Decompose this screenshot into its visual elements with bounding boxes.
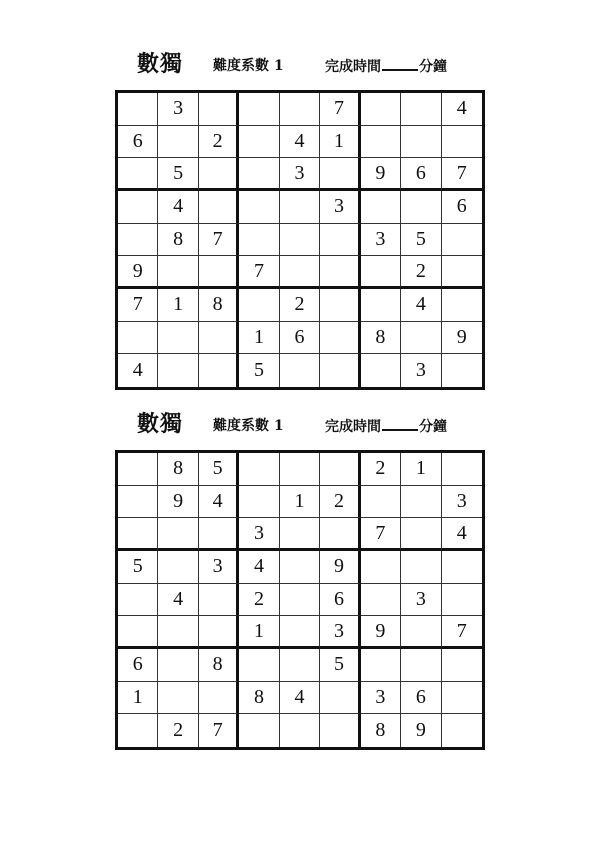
- sudoku-cell[interactable]: 3: [401, 584, 441, 617]
- sudoku-cell[interactable]: 4: [199, 486, 239, 519]
- sudoku-cell[interactable]: 8: [158, 453, 198, 486]
- sudoku-cell[interactable]: [320, 714, 360, 747]
- sudoku-cell[interactable]: [118, 158, 158, 191]
- sudoku-cell[interactable]: [320, 453, 360, 486]
- time-suffix: 分鐘: [419, 419, 447, 435]
- difficulty-label: 難度系數 1: [213, 58, 284, 74]
- sudoku-cell[interactable]: [239, 158, 279, 191]
- sudoku-cell[interactable]: 2: [199, 126, 239, 159]
- sudoku-cell[interactable]: [401, 126, 441, 159]
- sudoku-cell[interactable]: [199, 616, 239, 649]
- sudoku-cell[interactable]: 4: [280, 682, 320, 715]
- sudoku-cell[interactable]: [118, 191, 158, 224]
- sudoku-cell[interactable]: [118, 714, 158, 747]
- sudoku-cell[interactable]: [442, 126, 482, 159]
- sudoku-cell[interactable]: [118, 93, 158, 126]
- sudoku-cell[interactable]: 9: [158, 486, 198, 519]
- completion-time-label: [325, 55, 447, 76]
- sudoku-cell[interactable]: [239, 224, 279, 257]
- time-blank-line[interactable]: [382, 55, 418, 71]
- sudoku-cell[interactable]: 9: [361, 616, 401, 649]
- sudoku-grid: [115, 90, 485, 390]
- sudoku-cell[interactable]: 5: [199, 453, 239, 486]
- sudoku-cell[interactable]: 4: [442, 93, 482, 126]
- sudoku-cell[interactable]: 3: [401, 354, 441, 387]
- sudoku-cell[interactable]: [199, 584, 239, 617]
- puzzle-header: [0, 45, 600, 85]
- sudoku-cell[interactable]: 8: [361, 714, 401, 747]
- sudoku-cell[interactable]: 2: [158, 714, 198, 747]
- sudoku-cell[interactable]: 4: [442, 518, 482, 551]
- sudoku-cell[interactable]: [442, 224, 482, 257]
- sudoku-cell[interactable]: 6: [401, 158, 441, 191]
- sudoku-cell[interactable]: [401, 518, 441, 551]
- sudoku-cell[interactable]: [118, 486, 158, 519]
- sudoku-cell[interactable]: [158, 256, 198, 289]
- sudoku-cell[interactable]: 1: [158, 289, 198, 322]
- sudoku-cell[interactable]: 3: [361, 224, 401, 257]
- sudoku-cell[interactable]: 1: [118, 682, 158, 715]
- sudoku-cell[interactable]: [118, 616, 158, 649]
- sudoku-cell[interactable]: [442, 584, 482, 617]
- sudoku-cell[interactable]: [158, 616, 198, 649]
- sudoku-cell[interactable]: [158, 682, 198, 715]
- completion-time-label: [325, 415, 447, 436]
- sudoku-cell[interactable]: [239, 191, 279, 224]
- sudoku-cell[interactable]: [320, 289, 360, 322]
- sudoku-cell[interactable]: 7: [118, 289, 158, 322]
- sudoku-cell[interactable]: [280, 453, 320, 486]
- sudoku-cell[interactable]: 9: [442, 322, 482, 355]
- sudoku-cell[interactable]: [280, 714, 320, 747]
- sudoku-cell[interactable]: [320, 518, 360, 551]
- sudoku-cell[interactable]: 4: [280, 126, 320, 159]
- sudoku-cell[interactable]: 7: [320, 93, 360, 126]
- sudoku-cell[interactable]: [158, 551, 198, 584]
- sudoku-cell[interactable]: 3: [158, 93, 198, 126]
- sudoku-cell[interactable]: [199, 158, 239, 191]
- sudoku-cell[interactable]: [442, 256, 482, 289]
- sudoku-cell[interactable]: 6: [320, 584, 360, 617]
- sudoku-cell[interactable]: [199, 93, 239, 126]
- sudoku-cell[interactable]: [239, 486, 279, 519]
- sudoku-cell[interactable]: 8: [239, 682, 279, 715]
- sudoku-cell[interactable]: [199, 354, 239, 387]
- sudoku-cell[interactable]: [361, 649, 401, 682]
- sudoku-cell[interactable]: [199, 322, 239, 355]
- sudoku-cell[interactable]: 1: [320, 126, 360, 159]
- sudoku-cell[interactable]: 7: [442, 616, 482, 649]
- sudoku-cell[interactable]: 2: [361, 453, 401, 486]
- sudoku-cell[interactable]: 4: [118, 354, 158, 387]
- sudoku-cell[interactable]: 6: [280, 322, 320, 355]
- sudoku-cell[interactable]: [118, 584, 158, 617]
- sudoku-cell[interactable]: 7: [199, 224, 239, 257]
- sudoku-cell[interactable]: 9: [320, 551, 360, 584]
- sudoku-cell[interactable]: [118, 322, 158, 355]
- sudoku-cell[interactable]: 8: [199, 289, 239, 322]
- puzzle-title: 數獨: [137, 51, 184, 77]
- sudoku-cell[interactable]: 3: [442, 486, 482, 519]
- sudoku-cell[interactable]: 9: [118, 256, 158, 289]
- time-suffix: 分鐘: [419, 59, 447, 75]
- sudoku-cell[interactable]: [401, 93, 441, 126]
- sudoku-cell[interactable]: 7: [442, 158, 482, 191]
- sudoku-cell[interactable]: [239, 453, 279, 486]
- sudoku-cell[interactable]: [280, 224, 320, 257]
- sudoku-cell[interactable]: 4: [158, 191, 198, 224]
- sudoku-cell[interactable]: [158, 322, 198, 355]
- time-prefix: 完成時間: [325, 59, 381, 75]
- sudoku-cell[interactable]: 6: [401, 682, 441, 715]
- sudoku-cell[interactable]: 2: [280, 289, 320, 322]
- sudoku-cell[interactable]: 5: [401, 224, 441, 257]
- sudoku-cell[interactable]: [158, 126, 198, 159]
- sudoku-cell[interactable]: [442, 714, 482, 747]
- sudoku-cell[interactable]: 1: [239, 616, 279, 649]
- sudoku-cell[interactable]: [320, 354, 360, 387]
- sudoku-cell[interactable]: 3: [239, 518, 279, 551]
- sudoku-cell[interactable]: 1: [280, 486, 320, 519]
- sudoku-cell[interactable]: 7: [239, 256, 279, 289]
- sudoku-cell[interactable]: [158, 518, 198, 551]
- sudoku-cell[interactable]: [239, 649, 279, 682]
- sudoku-cell[interactable]: [118, 224, 158, 257]
- sudoku-grid: [115, 450, 485, 750]
- sudoku-cell[interactable]: 5: [158, 158, 198, 191]
- sudoku-cell[interactable]: 5: [320, 649, 360, 682]
- sudoku-cell[interactable]: [442, 682, 482, 715]
- difficulty-label: 難度系數 1: [213, 418, 284, 434]
- sudoku-cell[interactable]: 3: [280, 158, 320, 191]
- sudoku-cell[interactable]: 2: [401, 256, 441, 289]
- sudoku-cell[interactable]: [199, 191, 239, 224]
- sudoku-cell[interactable]: 8: [361, 322, 401, 355]
- sudoku-cell[interactable]: [442, 354, 482, 387]
- sudoku-cell[interactable]: [361, 126, 401, 159]
- sudoku-cell[interactable]: 2: [320, 486, 360, 519]
- sudoku-cell[interactable]: 3: [320, 616, 360, 649]
- sudoku-cell[interactable]: [361, 551, 401, 584]
- sudoku-cell[interactable]: 6: [118, 649, 158, 682]
- sudoku-cell[interactable]: [199, 518, 239, 551]
- sudoku-cell[interactable]: [320, 322, 360, 355]
- sudoku-cell[interactable]: 6: [118, 126, 158, 159]
- sudoku-cell[interactable]: [401, 649, 441, 682]
- sudoku-cell[interactable]: 5: [239, 354, 279, 387]
- sudoku-cell[interactable]: 2: [239, 584, 279, 617]
- sudoku-cell[interactable]: [401, 486, 441, 519]
- sudoku-cell[interactable]: 7: [199, 714, 239, 747]
- sudoku-cell[interactable]: [199, 256, 239, 289]
- sudoku-cell[interactable]: 8: [158, 224, 198, 257]
- sudoku-cell[interactable]: [320, 682, 360, 715]
- sudoku-cell[interactable]: [280, 93, 320, 126]
- sudoku-cell[interactable]: [280, 518, 320, 551]
- time-blank-line[interactable]: [382, 415, 418, 431]
- sudoku-cell[interactable]: 8: [199, 649, 239, 682]
- sudoku-cell[interactable]: [361, 289, 401, 322]
- sudoku-cell[interactable]: [320, 256, 360, 289]
- sudoku-cell[interactable]: [158, 354, 198, 387]
- sudoku-cell[interactable]: [401, 551, 441, 584]
- sudoku-cell[interactable]: [401, 616, 441, 649]
- sudoku-cell[interactable]: 3: [320, 191, 360, 224]
- sudoku-cell[interactable]: [361, 256, 401, 289]
- sudoku-cell[interactable]: [320, 224, 360, 257]
- sudoku-cell[interactable]: [361, 191, 401, 224]
- sudoku-cell[interactable]: [239, 93, 279, 126]
- sudoku-cell[interactable]: [118, 453, 158, 486]
- sudoku-cell[interactable]: [280, 616, 320, 649]
- sudoku-cell[interactable]: 6: [442, 191, 482, 224]
- sudoku-cell[interactable]: [280, 649, 320, 682]
- sudoku-cell[interactable]: [442, 289, 482, 322]
- puzzle-header: [0, 405, 600, 445]
- sudoku-cell[interactable]: 7: [361, 518, 401, 551]
- sudoku-cell[interactable]: 5: [118, 551, 158, 584]
- sudoku-cell[interactable]: [442, 453, 482, 486]
- sudoku-cell[interactable]: [280, 584, 320, 617]
- sudoku-cell[interactable]: 3: [199, 551, 239, 584]
- sudoku-cell[interactable]: 4: [158, 584, 198, 617]
- sudoku-cell[interactable]: [239, 714, 279, 747]
- sudoku-cell[interactable]: [361, 486, 401, 519]
- sudoku-cell[interactable]: 4: [239, 551, 279, 584]
- sudoku-cell[interactable]: [361, 584, 401, 617]
- sudoku-cell[interactable]: [361, 93, 401, 126]
- sudoku-cell[interactable]: 9: [401, 714, 441, 747]
- sudoku-cell[interactable]: [158, 649, 198, 682]
- sudoku-cell[interactable]: 1: [239, 322, 279, 355]
- sudoku-cell[interactable]: [280, 256, 320, 289]
- sudoku-cell[interactable]: [118, 518, 158, 551]
- sudoku-cell[interactable]: [280, 191, 320, 224]
- sudoku-cell[interactable]: [280, 354, 320, 387]
- sudoku-cell[interactable]: [280, 551, 320, 584]
- sudoku-cell[interactable]: 4: [401, 289, 441, 322]
- sudoku-cell[interactable]: [442, 551, 482, 584]
- sudoku-cell[interactable]: [320, 158, 360, 191]
- sudoku-cell[interactable]: 1: [401, 453, 441, 486]
- puzzle-title: 數獨: [137, 411, 184, 437]
- sudoku-cell[interactable]: [239, 289, 279, 322]
- sudoku-cell[interactable]: [442, 649, 482, 682]
- sudoku-cell[interactable]: [199, 682, 239, 715]
- sudoku-cell[interactable]: 9: [361, 158, 401, 191]
- sudoku-cell[interactable]: [401, 322, 441, 355]
- sudoku-cell[interactable]: 3: [361, 682, 401, 715]
- sudoku-cell[interactable]: [401, 191, 441, 224]
- time-prefix: 完成時間: [325, 419, 381, 435]
- sudoku-cell[interactable]: [361, 354, 401, 387]
- sudoku-cell[interactable]: [239, 126, 279, 159]
